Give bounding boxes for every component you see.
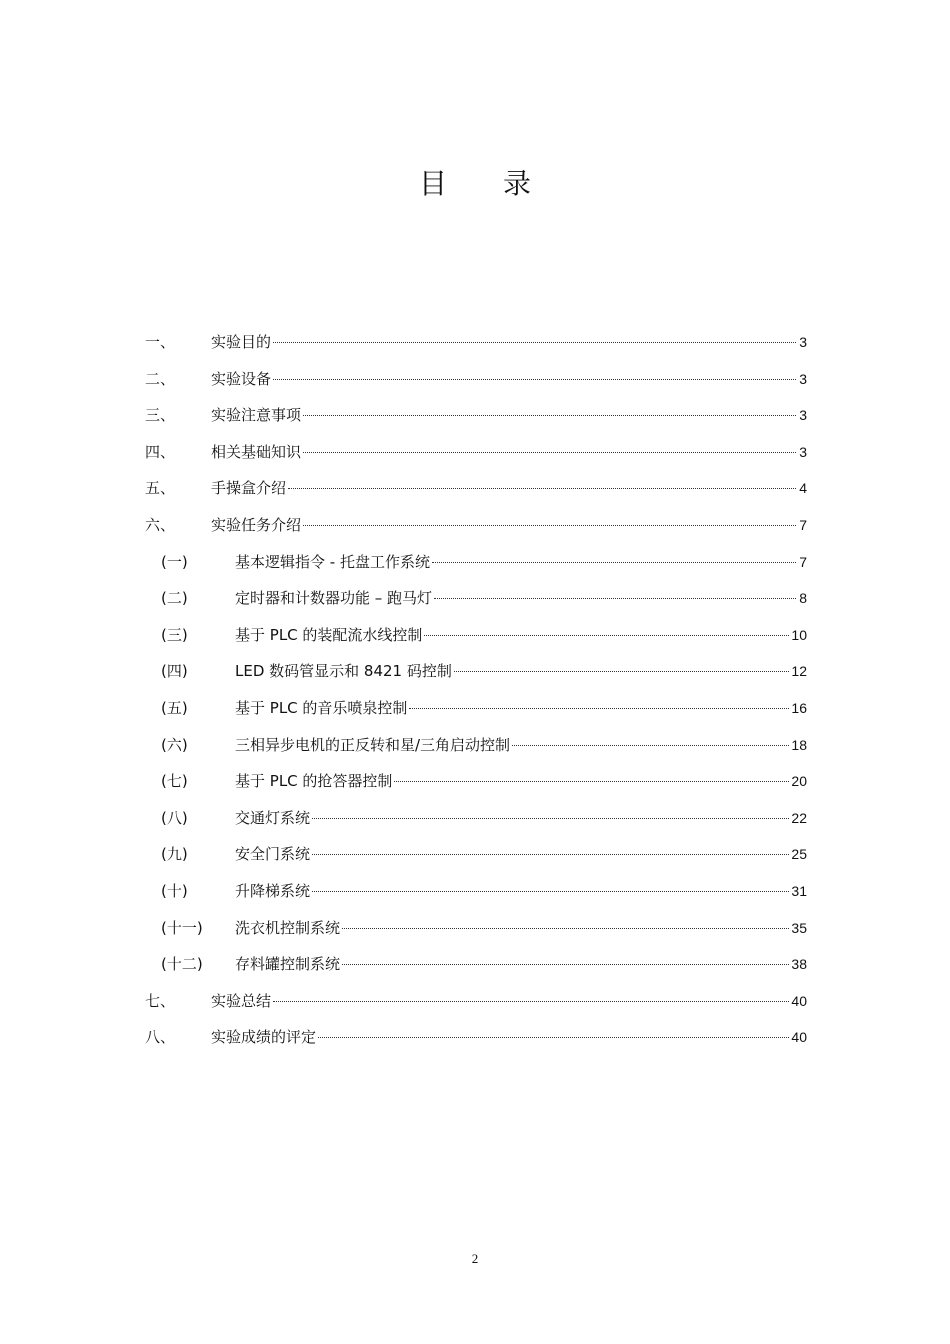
toc-entry-page: 40: [791, 992, 807, 1009]
toc-dot-leader: [303, 452, 796, 453]
toc-entry-number: (十一): [161, 918, 203, 937]
toc-dot-leader: [303, 525, 796, 526]
toc-entry-page: 7: [799, 516, 807, 533]
toc-dot-leader: [288, 488, 796, 489]
toc-entry[interactable]: [145, 877, 807, 914]
table-of-contents: [145, 328, 807, 1060]
toc-entry-label[interactable]: 定时器和计数器功能 – 跑马灯: [235, 589, 433, 608]
toc-entry-label[interactable]: 实验任务介绍: [211, 515, 302, 534]
toc-entry-number: (四): [161, 662, 188, 681]
toc-entry-page: 7: [799, 553, 807, 570]
page-title: 目录: [418, 167, 587, 200]
toc-entry-number: 三、: [145, 406, 176, 425]
toc-entry[interactable]: [145, 840, 807, 877]
toc-entry[interactable]: [145, 950, 807, 987]
toc-entry-number: (十): [161, 881, 188, 900]
toc-entry-number: 一、: [145, 333, 176, 351]
toc-entry-number: (六): [161, 735, 188, 754]
toc-entry-label[interactable]: 实验成绩的评定: [211, 1028, 317, 1047]
toc-entry-page: 25: [791, 846, 807, 863]
toc-entry-number: (七): [161, 772, 188, 791]
toc-entry-number: (二): [161, 589, 188, 608]
toc-dot-leader: [394, 781, 789, 782]
toc-entry-number: (九): [161, 845, 188, 864]
toc-dot-leader: [303, 415, 796, 416]
toc-entry-number: (一): [161, 552, 188, 571]
toc-entry-page: 22: [791, 809, 807, 826]
toc-entry[interactable]: [145, 621, 807, 658]
toc-entry-number: (三): [161, 625, 188, 644]
toc-dot-leader: [424, 635, 789, 636]
toc-entry-page: 40: [791, 1029, 807, 1046]
toc-entry[interactable]: [145, 584, 807, 621]
toc-entry[interactable]: [145, 328, 807, 365]
toc-dot-leader: [342, 964, 789, 965]
toc-entry-number: (五): [161, 698, 188, 717]
toc-entry-page: 31: [791, 882, 807, 899]
toc-entry-label[interactable]: 三相异步电机的正反转和星/三角启动控制: [235, 735, 511, 754]
toc-entry-number: (八): [161, 808, 188, 827]
toc-entry-page: 12: [791, 663, 807, 680]
toc-entry-page: 38: [791, 956, 807, 973]
toc-entry-label[interactable]: 基于 PLC 的音乐喷泉控制: [235, 698, 408, 717]
toc-entry-page: 35: [791, 919, 807, 936]
toc-entry-label[interactable]: 升降梯系统: [235, 881, 311, 900]
toc-dot-leader: [434, 598, 796, 599]
toc-entry-label[interactable]: LED 数码管显示和 8421 码控制: [235, 662, 452, 681]
toc-entry[interactable]: [145, 657, 807, 694]
toc-entry[interactable]: [145, 767, 807, 804]
toc-entry[interactable]: [145, 731, 807, 768]
toc-entry[interactable]: [145, 511, 807, 548]
toc-entry[interactable]: [145, 914, 807, 951]
toc-entry-page: 20: [791, 773, 807, 790]
toc-entry-page: 18: [791, 736, 807, 753]
toc-entry-label[interactable]: 洗衣机控制系统: [235, 918, 341, 937]
toc-entry[interactable]: [145, 804, 807, 841]
toc-dot-leader: [312, 891, 789, 892]
toc-entry-label[interactable]: 安全门系统: [235, 845, 311, 864]
toc-entry[interactable]: [145, 694, 807, 731]
toc-entry[interactable]: [145, 474, 807, 511]
toc-entry-page: 3: [799, 334, 807, 350]
toc-dot-leader: [312, 854, 789, 855]
toc-dot-leader: [342, 928, 789, 929]
toc-entry[interactable]: [145, 1023, 807, 1060]
toc-entry-label[interactable]: 存料罐控制系统: [235, 955, 341, 974]
toc-entry-label[interactable]: 基本逻辑指令 - 托盘工作系统: [235, 552, 430, 571]
toc-entry-number: 八、: [145, 1028, 176, 1047]
toc-entry-label[interactable]: 手操盒介绍: [211, 479, 287, 498]
toc-entry[interactable]: [145, 438, 807, 475]
toc-entry-number: 二、: [145, 369, 176, 388]
toc-entry-label[interactable]: 基于 PLC 的抢答器控制: [235, 772, 393, 791]
toc-entry-page: 16: [791, 699, 807, 716]
toc-entry-page: 8: [799, 590, 807, 607]
toc-entry-page: 3: [799, 443, 807, 460]
toc-entry-label[interactable]: 实验设备: [211, 369, 272, 388]
toc-entry[interactable]: [145, 365, 807, 402]
toc-entry-label[interactable]: 基于 PLC 的装配流水线控制: [235, 625, 423, 644]
toc-dot-leader: [409, 708, 789, 709]
toc-dot-leader: [318, 1037, 789, 1038]
toc-entry-label[interactable]: 交通灯系统: [235, 808, 311, 827]
toc-entry-label[interactable]: 实验注意事项: [211, 406, 302, 425]
toc-entry-number: 六、: [145, 515, 176, 534]
toc-entry-page: 4: [799, 480, 807, 497]
toc-entry[interactable]: [145, 987, 807, 1024]
page-number: 2: [471, 1251, 479, 1266]
toc-entry[interactable]: [145, 548, 807, 585]
toc-entry-number: 四、: [145, 442, 176, 461]
toc-entry-number: 七、: [145, 991, 176, 1010]
toc-dot-leader: [273, 342, 796, 343]
toc-entry-page: 3: [799, 407, 807, 424]
toc-dot-leader: [273, 1001, 789, 1002]
toc-dot-leader: [273, 379, 796, 380]
toc-entry-label[interactable]: 实验总结: [211, 991, 272, 1010]
toc-entry-label[interactable]: 实验目的: [211, 333, 272, 351]
toc-dot-leader: [312, 818, 789, 819]
toc-entry[interactable]: [145, 401, 807, 438]
toc-dot-leader: [454, 671, 790, 672]
toc-entry-label[interactable]: 相关基础知识: [211, 442, 302, 461]
toc-entry-number: (十二): [161, 955, 203, 974]
toc-entry-page: 10: [791, 626, 807, 643]
toc-entry-number: 五、: [145, 479, 176, 498]
toc-dot-leader: [432, 562, 796, 563]
toc-dot-leader: [512, 745, 789, 746]
toc-entry-page: 3: [799, 370, 807, 387]
